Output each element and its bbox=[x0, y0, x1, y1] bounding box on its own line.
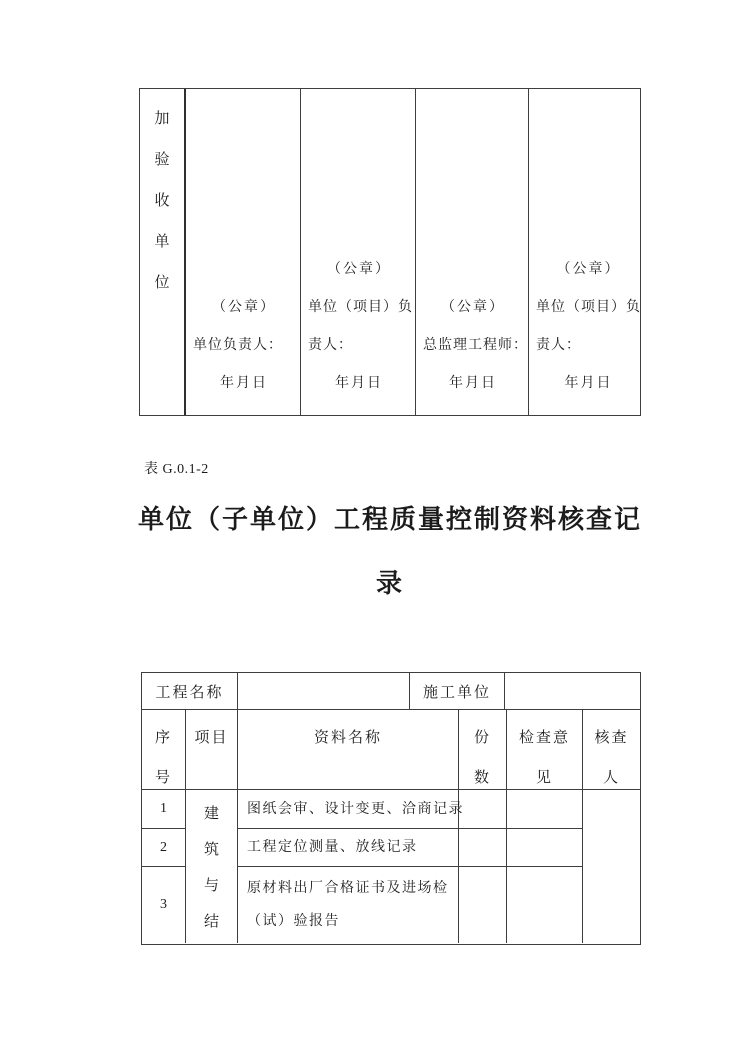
header-checker-line: 核查 bbox=[594, 730, 629, 746]
header-seq bbox=[142, 710, 186, 790]
signature-table bbox=[139, 88, 641, 416]
signer-label: 单位（项目）负 bbox=[308, 300, 413, 315]
builder-value bbox=[505, 673, 640, 709]
category-merged-cell bbox=[186, 790, 238, 943]
header-seq-line: 号 bbox=[154, 770, 172, 786]
seal-placeholder: （公章） bbox=[556, 262, 621, 277]
seq-cell-2: 2 bbox=[142, 829, 186, 867]
header-copies bbox=[459, 710, 507, 790]
signature-cell-project-leader-2 bbox=[529, 89, 646, 415]
signature-table-row-header bbox=[140, 89, 186, 415]
doc-name-cell-3 bbox=[238, 867, 459, 943]
category-char: 建 bbox=[203, 805, 219, 822]
date-line: 年月日 bbox=[564, 376, 613, 391]
project-info-row bbox=[142, 673, 640, 710]
header-copies-line: 份 bbox=[473, 730, 491, 746]
builder-label: 施工单位 bbox=[410, 673, 505, 709]
signer-label: 单位（项目）负 bbox=[536, 300, 641, 315]
header-checker-line: 人 bbox=[602, 770, 620, 786]
header-opinion bbox=[507, 710, 583, 790]
check-table-grid bbox=[142, 710, 640, 943]
copies-cell-1 bbox=[459, 790, 507, 829]
copies-cell-3 bbox=[459, 867, 507, 943]
signature-cell-construction-unit bbox=[186, 89, 301, 415]
copies-cell-2 bbox=[459, 829, 507, 867]
row-header-char: 位 bbox=[154, 275, 170, 291]
doc-name-cell-1 bbox=[238, 790, 464, 829]
quality-check-table bbox=[141, 672, 641, 945]
seal-placeholder: （公章） bbox=[327, 262, 391, 277]
header-doc-name-line: 资料名称 bbox=[313, 730, 382, 746]
category-char: 筑 bbox=[203, 841, 219, 858]
date-line: 年月日 bbox=[335, 376, 383, 391]
header-seq-line: 序 bbox=[154, 730, 172, 746]
doc-name-cell-2 bbox=[238, 829, 459, 867]
header-category-line: 项目 bbox=[194, 730, 229, 746]
doc-name-line: 原材料出厂合格证书及进场检 bbox=[247, 881, 449, 896]
signature-cell-chief-supervisor bbox=[416, 89, 529, 415]
header-copies-line: 数 bbox=[473, 770, 491, 786]
doc-name-line: 图纸会审、设计变更、洽商记录 bbox=[247, 801, 464, 817]
header-opinion-line: 见 bbox=[535, 770, 553, 786]
signer-label: 总监理工程师： bbox=[423, 338, 528, 353]
header-checker bbox=[583, 710, 640, 790]
form-code-label: 表 G.0.1-2 bbox=[144, 462, 209, 477]
header-opinion-line: 检查意 bbox=[518, 730, 570, 746]
opinion-cell-3 bbox=[507, 867, 583, 943]
header-category bbox=[186, 710, 238, 790]
doc-name-line: （试）验报告 bbox=[247, 914, 340, 929]
row-header-char: 单 bbox=[154, 234, 170, 250]
signer-label: 单位负责人： bbox=[193, 338, 283, 353]
row-header-char: 加 bbox=[154, 111, 170, 127]
opinion-cell-1 bbox=[507, 790, 583, 829]
opinion-cell-2 bbox=[507, 829, 583, 867]
doc-name-line: 工程定位测量、放线记录 bbox=[247, 840, 418, 855]
checker-merged-cell bbox=[583, 790, 640, 943]
project-name-value bbox=[238, 673, 410, 709]
header-doc-name bbox=[238, 710, 459, 790]
seal-placeholder: （公章） bbox=[441, 300, 505, 315]
seq-cell-1: 1 bbox=[142, 790, 186, 829]
category-char: 结 bbox=[203, 914, 219, 931]
seal-placeholder: （公章） bbox=[212, 300, 276, 315]
row-header-char: 收 bbox=[154, 193, 170, 209]
row-header-char: 验 bbox=[154, 152, 170, 168]
signer-label-wrap: 责人： bbox=[308, 338, 353, 353]
document-title: 单位（子单位）工程质量控制资料核查记录 bbox=[137, 505, 642, 598]
date-line: 年月日 bbox=[449, 376, 497, 391]
category-char: 与 bbox=[203, 878, 219, 895]
date-line: 年月日 bbox=[220, 376, 268, 391]
project-name-label: 工程名称 bbox=[142, 673, 238, 709]
seq-cell-3: 3 bbox=[142, 867, 186, 943]
signature-cell-project-leader-1 bbox=[301, 89, 416, 415]
signer-label-wrap: 责人： bbox=[536, 338, 581, 353]
